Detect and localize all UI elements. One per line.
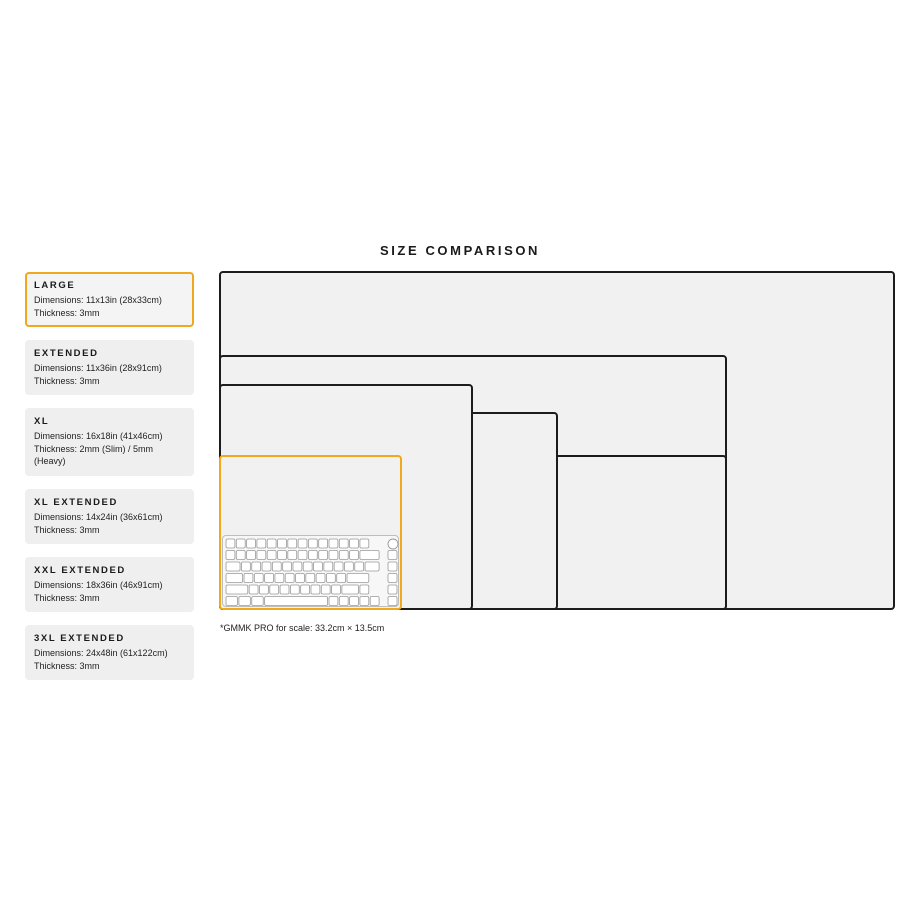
keycap	[236, 539, 245, 548]
keycap	[226, 585, 248, 594]
size-thickness: Thickness: 3mm	[34, 660, 100, 671]
keycap	[278, 551, 287, 560]
keycap	[244, 574, 253, 583]
size-thickness: Thickness: 3mm	[34, 375, 100, 386]
keycap	[329, 551, 338, 560]
keycap	[360, 539, 369, 548]
mat-outline-xl	[219, 384, 473, 610]
keycap	[226, 539, 235, 548]
keycap	[298, 551, 307, 560]
keycap	[252, 562, 261, 571]
keycap	[257, 539, 266, 548]
keycap	[270, 585, 279, 594]
keycap	[339, 597, 348, 606]
keycap	[301, 585, 310, 594]
scale-note: *GMMK PRO for scale: 33.2cm × 13.5cm	[220, 623, 385, 633]
size-dimensions: Dimensions: 11x36in (28x91cm)	[34, 363, 162, 373]
size-thickness: Thickness: 3mm	[34, 307, 100, 318]
keycap	[344, 562, 353, 571]
keycap	[280, 585, 289, 594]
keycap	[342, 585, 359, 594]
keycap	[365, 562, 379, 571]
size-name: XL EXTENDED	[34, 497, 118, 508]
keycap	[388, 585, 397, 594]
keycap	[226, 551, 235, 560]
keycap	[321, 585, 330, 594]
keycap	[262, 562, 271, 571]
keycap	[293, 562, 302, 571]
keycap	[308, 551, 317, 560]
size-name: EXTENDED	[34, 348, 99, 359]
keycap	[285, 574, 294, 583]
keycap	[311, 585, 320, 594]
keycap	[278, 539, 287, 548]
keycap	[241, 562, 250, 571]
size-card-xl-extended[interactable]	[25, 489, 194, 544]
size-name: XXL EXTENDED	[34, 565, 126, 576]
keycap	[303, 562, 312, 571]
keycap	[306, 574, 315, 583]
keyboard-scale-image	[222, 535, 399, 607]
keycap	[272, 562, 281, 571]
size-card-large[interactable]	[25, 272, 194, 327]
keycap	[326, 574, 335, 583]
size-card-3xl-extended[interactable]	[25, 625, 194, 680]
keycap	[254, 574, 263, 583]
size-dimensions: Dimensions: 18x36in (46x91cm)	[34, 580, 163, 590]
keycap	[388, 597, 397, 606]
keycap	[226, 574, 243, 583]
keycap	[296, 574, 305, 583]
keycap	[360, 597, 369, 606]
size-thickness: Thickness: 3mm	[34, 592, 100, 603]
keycap	[319, 539, 328, 548]
size-dimensions: Dimensions: 16x18in (41x46cm)	[34, 431, 163, 441]
keycap	[388, 551, 397, 560]
keycap	[308, 539, 317, 548]
keycap	[337, 574, 346, 583]
keycap	[350, 539, 359, 548]
size-thickness: Thickness: 3mm	[34, 524, 100, 535]
size-name: 3XL EXTENDED	[34, 633, 125, 644]
keycap	[324, 562, 333, 571]
keycap	[288, 551, 297, 560]
keycap	[316, 574, 325, 583]
keycap	[288, 539, 297, 548]
keycap	[226, 562, 240, 571]
mat-outline-xl-extended	[219, 412, 558, 610]
keycap	[339, 539, 348, 548]
keycap	[283, 562, 292, 571]
keycap	[239, 597, 250, 606]
keycap	[249, 585, 258, 594]
keycap	[236, 551, 245, 560]
keycap	[370, 597, 379, 606]
page-title: SIZE COMPARISON	[379, 243, 541, 258]
size-dimensions: Dimensions: 24x48in (61x122cm)	[34, 648, 168, 658]
keycap	[329, 597, 338, 606]
keycap	[257, 551, 266, 560]
keycap	[319, 551, 328, 560]
keycap	[290, 585, 299, 594]
mat-outline-extended	[219, 455, 727, 610]
keycap	[350, 597, 359, 606]
keycap	[247, 539, 256, 548]
size-thickness: Thickness: 2mm (Slim) / 5mm	[34, 443, 154, 454]
keycap	[334, 562, 343, 571]
keycap	[355, 562, 364, 571]
mat-outline-3xl-extended	[219, 271, 895, 610]
keycap	[226, 597, 237, 606]
keycap	[259, 585, 268, 594]
size-card-extended[interactable]	[25, 340, 194, 395]
keycap	[360, 551, 379, 560]
keycap	[247, 551, 256, 560]
size-name: LARGE	[34, 280, 76, 291]
keycap	[275, 574, 284, 583]
keycap	[329, 539, 338, 548]
keycap	[267, 539, 276, 548]
keycap	[347, 574, 369, 583]
mat-outline-large	[219, 455, 402, 610]
keycap	[252, 597, 263, 606]
keycap	[360, 585, 369, 594]
size-dimensions: Dimensions: 11x13in (28x33cm)	[34, 295, 162, 305]
size-thickness-extra: (Heavy)	[34, 456, 66, 466]
keycap	[388, 562, 397, 571]
keyboard-keys	[223, 536, 400, 608]
keycap	[265, 597, 328, 606]
keycap	[267, 551, 276, 560]
size-card-xxl-extended[interactable]	[25, 557, 194, 612]
size-card-xl[interactable]	[25, 408, 194, 476]
keycap	[314, 562, 323, 571]
keycap	[350, 551, 359, 560]
keycap	[339, 551, 348, 560]
size-name: XL	[34, 416, 50, 427]
keycap	[298, 539, 307, 548]
keycap	[265, 574, 274, 583]
keycap	[332, 585, 341, 594]
mat-outline-xxl-extended	[219, 355, 727, 610]
keyboard-knob	[388, 539, 398, 549]
size-dimensions: Dimensions: 14x24in (36x61cm)	[34, 512, 163, 522]
keycap	[388, 574, 397, 583]
